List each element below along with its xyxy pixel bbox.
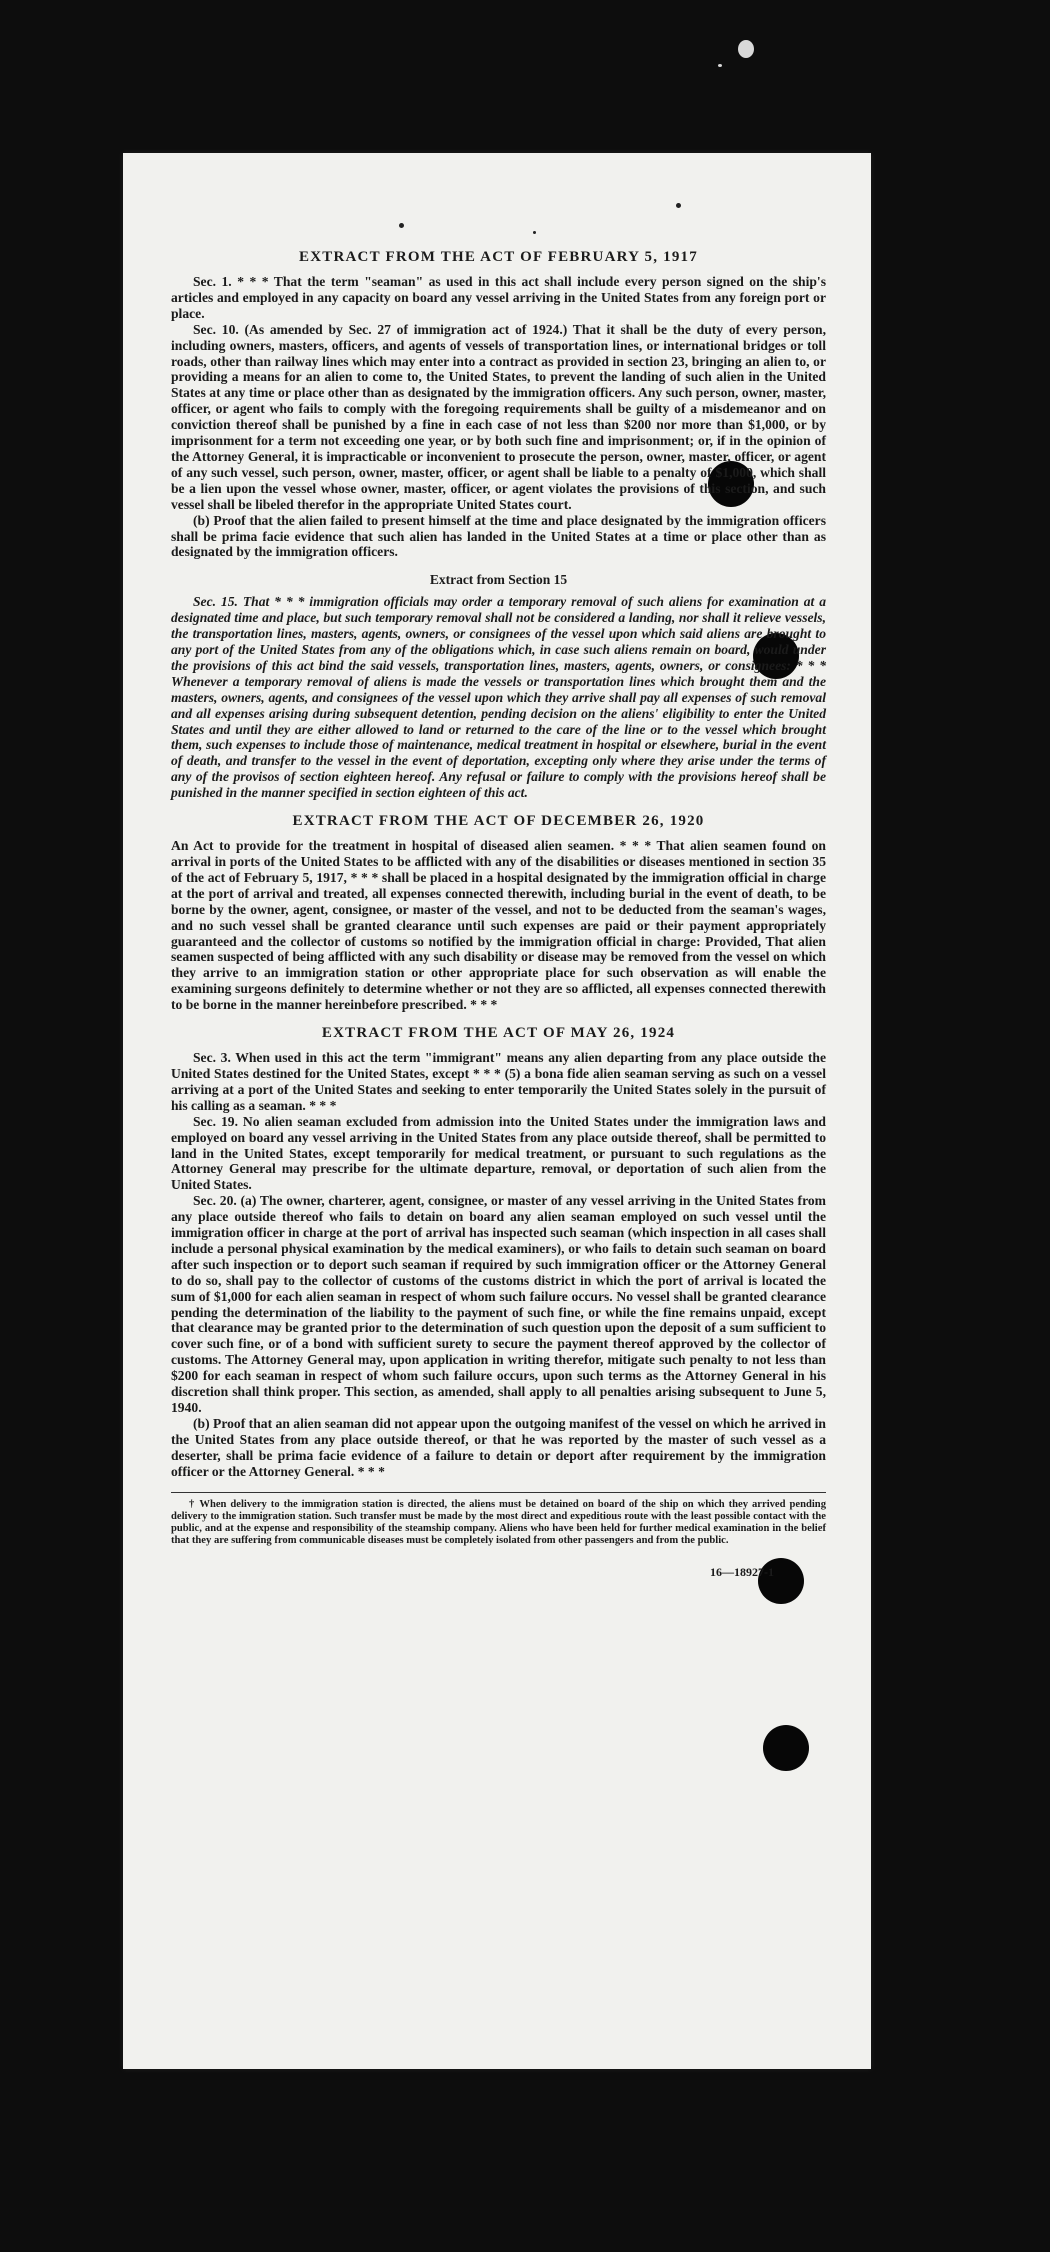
section-extract-sec-15	[171, 572, 826, 801]
paragraph-sec-3: Sec. 3. When used in this act the term "immigrant" means any alien departing from any place outside the United States destined for the United States, except * * * (5) a bona fide alien seaman serving as such on a vessel arriving at a port of the United States and seeking to enter temporarily the United States solely in the pursuit of his calling as a seaman. * * *	[171, 1050, 826, 1113]
paragraph-sec-20-a: Sec. 20. (a) The owner, charterer, agent, consignee, or master of any vessel arriving in the United States from any place outside thereof who fails to detain on board any alien seaman employed on such vessel until the immigration officer in charge at the port of arrival has inspected such seaman (which inspection in all cases shall include a personal physical examination by the medical examiners), or who fails to detain such seaman on board after such inspection or to deport such seaman if required by such immigration officer or the Attorney General to do so, shall pay to the collector of customs of the customs district in which the port of arrival is located the sum of $1,000 for each alien seaman in respect of whom such failure occurs. No vessel shall be granted clearance pending the determination of the liability to the payment of such fine, or while the fine remains unpaid, except that clearance may be granted prior to the determination of such question upon the deposit of a sum sufficient to cover such fine, or of a bond with sufficient surety to secure the payment thereof approved by the collector of customs. The Attorney General may, upon application in writing therefor, mitigate such penalty to not less than $200 for each seaman in respect of whom such failure occurs, upon such terms as the Attorney General in his discretion shall think proper. This section, as amended, shall apply to all penalties arising subsequent to June 5, 1940.	[171, 1193, 826, 1415]
section-act-feb-1917	[171, 249, 826, 560]
paper-mark	[533, 231, 536, 234]
paragraph-sec-10-b: (b) Proof that the alien failed to present himself at the time and place designated by the immigration officers shall be prima facie evidence that such alien has landed in the United States at a time or place other than as designated by the immigration officers.	[171, 512, 826, 560]
paragraph-sec-19: Sec. 19. No alien seaman excluded from admission into the United States under the immigration laws and employed on board any vessel arriving in the United States from any place outside thereof, shall be permitted to land in the United States, except temporarily for medical treatment, or pursuant to such regulations as the Attorney General may prescribe for the ultimate departure, removal, or deportation of such alien from the United States.	[171, 1113, 826, 1193]
section-heading: Extract from Section 15	[429, 572, 568, 588]
document-page	[123, 153, 871, 2069]
section-heading: EXTRACT FROM THE ACT OF DECEMBER 26, 1920	[292, 813, 705, 830]
scan-speck	[738, 40, 754, 58]
paper-mark	[399, 223, 404, 228]
document-body	[171, 249, 826, 1580]
section-act-may-1924	[171, 1025, 826, 1479]
section-heading: EXTRACT FROM THE ACT OF FEBRUARY 5, 1917	[299, 249, 698, 265]
paper-mark	[676, 203, 681, 208]
footnote-divider	[171, 1492, 826, 1493]
form-number: 16—18927-1	[710, 1565, 774, 1580]
section-heading: EXTRACT FROM THE ACT OF MAY 26, 1924	[321, 1025, 676, 1042]
paragraph-sec-15: Sec. 15. That * * * immigration officials may order a temporary removal of such aliens for examination at a designated time and place, but such temporary removal shall not be considered a landing, nor shall it relieve vessels, the transportation lines, masters, agents, owners, or consignees of the vessel upon which said aliens are brought to any port of the United States from any of the obligations which, in case such aliens remain on board, would under the provisions of this act bind the said vessels, transportation lines, masters, agents, owners, or consignees: * * * Whenever a temporary removal of aliens is made the vessels or transportation lines which brought them and the masters, owners, agents, and consignees of the vessel upon which they arrive shall pay all expenses of such removal and all expenses arising during subsequent detention, pending decision on the aliens' eligibility to enter the United States and until they are either allowed to land or returned to the care of the line or to the vessel which brought them, such expenses to include those of maintenance, medical treatment in hospital or elsewhere, burial in the event of death, and transfer to the vessel in the event of deportation, excepting only where they arise under the terms of any of the provisos of section eighteen hereof. Any refusal or failure to comply with the provisions hereof shall be punished in the manner specified in section eighteen of this act.	[171, 594, 826, 801]
scan-speck	[718, 64, 722, 67]
footnote: † When delivery to the immigration station is directed, the aliens must be detained on board of the ship on which they arrived pending delivery to the immigration station. Such transfer must be made by the most direct and expeditious route with the least possible contact with the public, and at the expense and responsibility of the steamship company. Aliens who have been held for further medical examination in the belief that they are suffering from communicable diseases must be completely isolated from other passengers and from the public.	[171, 1498, 826, 1547]
paragraph-dec-1920: An Act to provide for the treatment in hospital of diseased alien seamen. * * * That alien seamen found on arrival in ports of the United States to be afflicted with any of the disabilities or diseases mentioned in section 35 of the act of February 5, 1917, * * * shall be placed in a hospital designated by the immigration official in charge at the port of arrival and treated, all expenses connected therewith, including burial in the event of death, to be borne by the owner, agent, consignee, or master of the vessel, and not to be deducted from the seaman's wages, and no such vessel shall be granted clearance until such expenses are paid or their payment appropriately guaranteed and the collector of customs so notified by the immigration official in charge: Provided, That alien seamen suspected of being afflicted with any such disability or disease may be removed from the vessel on which they arrive to an immigration station or other appropriate place for such observation as will enable the examining surgeons definitely to determine whether or not they are so afflicted, all expenses connected therewith to be borne in the manner hereinbefore prescribed. * * *	[171, 838, 826, 1013]
punch-hole	[763, 1725, 809, 1771]
paragraph-sec-1: Sec. 1. * * * That the term "seaman" as used in this act shall include every person signed on the ship's articles and employed in any capacity on board any vessel arriving in the United States from any foreign port or place.	[171, 274, 826, 321]
section-act-dec-1920	[171, 813, 826, 1013]
paragraph-sec-10: Sec. 10. (As amended by Sec. 27 of immigration act of 1924.) That it shall be the duty of every person, including owners, masters, officers, and agents of vessels of transportation lines, or international bridges or toll roads, other than railway lines which may enter into a contract as provided in section 23, bringing an alien to, or providing a means for an alien to come to, the United States, to prevent the landing of such alien in the United States at any time or place other than as designated by the immigration officers. Any such person, owner, master, officer, or agent who fails to comply with the foregoing requirements shall be guilty of a misdemeanor and on conviction thereof shall be punished by a fine in each case of not less than $200 nor more than $1,000, or by imprisonment for a term not exceeding one year, or by both such fine and imprisonment; or, if in the opinion of the Attorney General, it is impracticable or inconvenient to prosecute the person, owner, master, officer, or agent of any such vessel, such person, owner, master, officer, or agent shall be liable to a penalty of $1,000, which shall be a lien upon the vessel whose owner, master, officer, or agent violates the provisions of this section, and such vessel shall be libeled therefor in the appropriate United States court.	[171, 321, 826, 512]
paragraph-sec-20-b: (b) Proof that an alien seaman did not appear upon the outgoing manifest of the vessel on which he arrived in the United States from any place outside thereof, or that he was reported by the master of such vessel as a deserter, shall be prima facie evidence of a failure to detain or deport after requirement by the immigration officer or the Attorney General. * * *	[171, 1415, 826, 1479]
